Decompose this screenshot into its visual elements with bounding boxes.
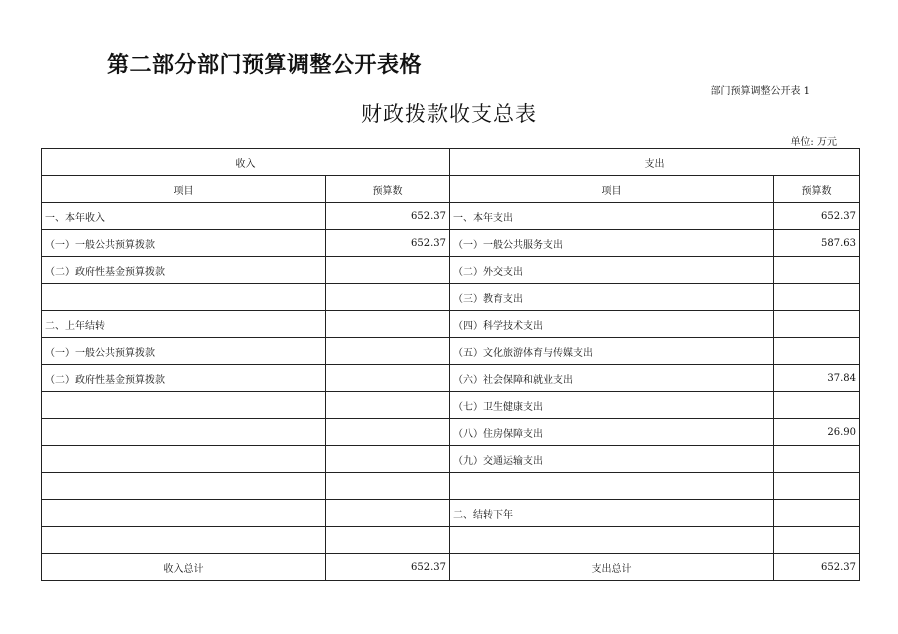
- table-row: [42, 338, 860, 365]
- expense-total-amount: 652.37: [774, 554, 860, 581]
- income-amount-cell: 652.37: [326, 203, 450, 230]
- income-item-cell: （二）政府性基金预算拨款: [42, 365, 326, 392]
- income-amount-cell: [326, 338, 450, 365]
- income-amount-cell: [326, 419, 450, 446]
- col-expense-amount: 预算数: [774, 176, 860, 203]
- income-amount-cell: [326, 392, 450, 419]
- expense-amount-cell: [774, 527, 860, 554]
- expense-item-cell: （七）卫生健康支出: [450, 392, 774, 419]
- expense-amount-cell: [774, 473, 860, 500]
- table-row: [42, 365, 860, 392]
- expense-item-cell: [450, 473, 774, 500]
- income-item-cell: 一、本年收入: [42, 203, 326, 230]
- income-item-cell: （一）一般公共预算拨款: [42, 338, 326, 365]
- expense-amount-cell: 652.37: [774, 203, 860, 230]
- income-item-cell: [42, 419, 326, 446]
- table-row: [42, 500, 860, 527]
- expense-amount-cell: 37.84: [774, 365, 860, 392]
- income-item-cell: [42, 473, 326, 500]
- expense-item-cell: （六）社会保障和就业支出: [450, 365, 774, 392]
- table-row: [42, 527, 860, 554]
- income-header: 收入: [42, 149, 450, 176]
- budget-table: [41, 148, 860, 581]
- unit-label: 单位: 万元: [790, 137, 837, 148]
- table-row: [42, 392, 860, 419]
- expense-item-cell: （四）科学技术支出: [450, 311, 774, 338]
- expense-amount-cell: 26.90: [774, 419, 860, 446]
- income-item-cell: [42, 446, 326, 473]
- expense-amount-cell: [774, 338, 860, 365]
- expense-amount-cell: [774, 311, 860, 338]
- income-item-cell: [42, 527, 326, 554]
- expense-item-cell: 一、本年支出: [450, 203, 774, 230]
- income-amount-cell: [326, 257, 450, 284]
- expense-item-cell: （三）教育支出: [450, 284, 774, 311]
- expense-item-cell: [450, 527, 774, 554]
- table-title: 财政拨款收支总表: [361, 102, 537, 126]
- income-amount-cell: [326, 473, 450, 500]
- section-header-row: [42, 149, 860, 176]
- table-row: [42, 203, 860, 230]
- total-row: [42, 554, 860, 581]
- expense-amount-cell: [774, 284, 860, 311]
- col-expense-item: 项目: [450, 176, 774, 203]
- income-item-cell: 二、上年结转: [42, 311, 326, 338]
- expense-item-cell: （五）文化旅游体育与传媒支出: [450, 338, 774, 365]
- col-income-amount: 预算数: [326, 176, 450, 203]
- part-title: 第二部分部门预算调整公开表格: [107, 53, 423, 78]
- income-amount-cell: [326, 365, 450, 392]
- income-item-cell: （一）一般公共预算拨款: [42, 230, 326, 257]
- table-row: [42, 419, 860, 446]
- table-row: [42, 473, 860, 500]
- income-amount-cell: 652.37: [326, 230, 450, 257]
- income-amount-cell: [326, 311, 450, 338]
- table-row: [42, 311, 860, 338]
- expense-item-cell: （二）外交支出: [450, 257, 774, 284]
- table-row: [42, 230, 860, 257]
- form-number: 部门预算调整公开表 1: [710, 86, 810, 97]
- table-row: [42, 446, 860, 473]
- income-total-amount: 652.37: [326, 554, 450, 581]
- income-item-cell: [42, 392, 326, 419]
- column-header-row: [42, 176, 860, 203]
- income-amount-cell: [326, 527, 450, 554]
- income-amount-cell: [326, 284, 450, 311]
- income-total-label: 收入总计: [42, 554, 326, 581]
- expense-item-cell: 二、结转下年: [450, 500, 774, 527]
- income-amount-cell: [326, 500, 450, 527]
- expense-header: 支出: [450, 149, 860, 176]
- expense-total-label: 支出总计: [450, 554, 774, 581]
- expense-amount-cell: [774, 500, 860, 527]
- expense-amount-cell: [774, 446, 860, 473]
- table-row: [42, 284, 860, 311]
- income-amount-cell: [326, 446, 450, 473]
- expense-amount-cell: [774, 257, 860, 284]
- expense-item-cell: （八）住房保障支出: [450, 419, 774, 446]
- col-income-item: 项目: [42, 176, 326, 203]
- expense-item-cell: （九）交通运输支出: [450, 446, 774, 473]
- expense-amount-cell: 587.63: [774, 230, 860, 257]
- table-row: [42, 257, 860, 284]
- expense-item-cell: （一）一般公共服务支出: [450, 230, 774, 257]
- income-item-cell: （二）政府性基金预算拨款: [42, 257, 326, 284]
- income-item-cell: [42, 284, 326, 311]
- expense-amount-cell: [774, 392, 860, 419]
- income-item-cell: [42, 500, 326, 527]
